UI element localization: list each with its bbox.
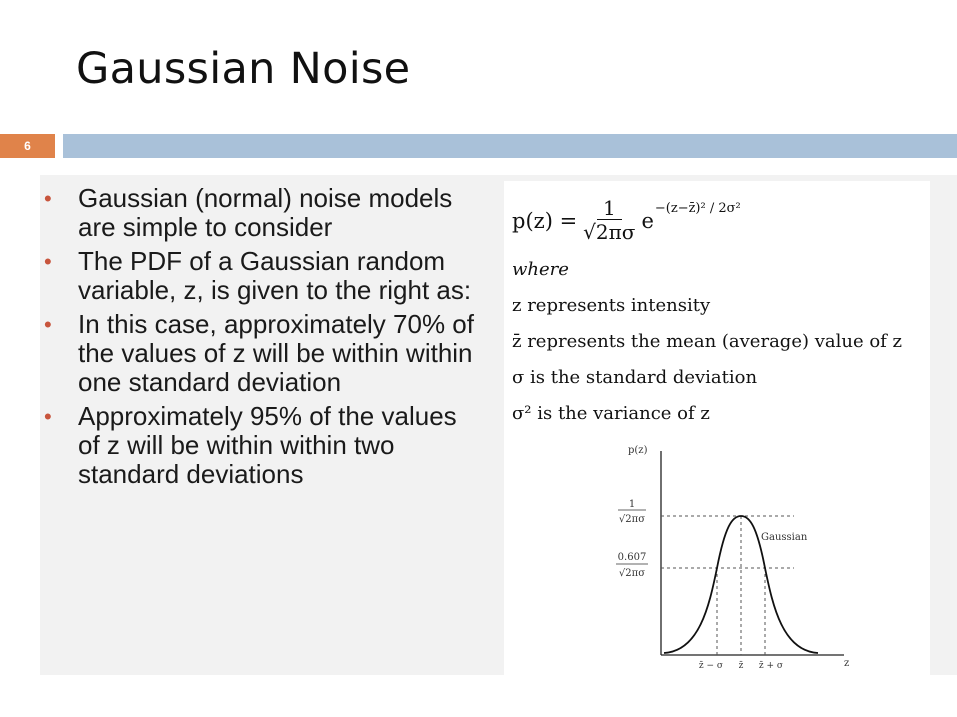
lower-label-denominator: √2πσ — [618, 568, 646, 579]
equation-lhs: p(z) = — [512, 208, 578, 233]
gaussian-graph — [604, 437, 930, 673]
bullet-dot-icon: • — [44, 186, 52, 211]
exponential-exponent: −(z−z̄)² / 2σ² — [654, 201, 741, 216]
slide-number: 6 — [0, 134, 55, 158]
definition-variance: σ² is the variance of z — [512, 403, 710, 424]
where-label — [512, 259, 569, 280]
bullet-dot-icon: • — [44, 404, 52, 429]
slide-title: Gaussian Noise — [76, 44, 411, 94]
tick-minus-sigma: z̄ − σ — [698, 661, 724, 671]
peak-label-denominator: √2πσ — [618, 514, 646, 525]
fraction-numerator: 1 — [597, 197, 622, 220]
header-bar — [63, 134, 957, 158]
bullet-text: Gaussian (normal) noise models are simple to consider — [78, 183, 453, 242]
equation-fraction — [583, 197, 635, 244]
bullet-text: In this case, approximately 70% of the values of z will be within within one standard deviation — [78, 309, 474, 397]
lower-label-numerator: 0.607 — [617, 552, 647, 563]
bullet-item — [44, 184, 484, 242]
bullet-item — [44, 402, 484, 489]
definition-intensity: z represents intensity — [512, 295, 711, 316]
bullet-list — [44, 184, 484, 494]
pdf-equation — [512, 197, 741, 244]
bullet-dot-icon: • — [44, 249, 52, 274]
where-text: where — [512, 259, 569, 280]
y-axis-label: p(z) — [628, 445, 648, 456]
bullet-text: The PDF of a Gaussian random variable, z, is given to the right as: — [78, 246, 472, 305]
formula-panel — [504, 181, 930, 675]
bullet-dot-icon: • — [44, 312, 52, 337]
curve-label: Gaussian — [761, 532, 808, 543]
tick-plus-sigma: z̄ + σ — [758, 661, 784, 671]
peak-label-numerator: 1 — [628, 499, 636, 510]
x-axis-label: z — [844, 658, 850, 669]
definition-std-dev: σ is the standard deviation — [512, 367, 758, 388]
definition-mean: z̄ represents the mean (average) value of z — [512, 331, 903, 352]
bullet-item — [44, 247, 484, 305]
tick-mean: z̄ — [738, 661, 744, 671]
bullet-item — [44, 310, 484, 397]
exponential-base: e — [641, 208, 654, 233]
bullet-text: Approximately 95% of the values of z will be within within two standard deviations — [78, 401, 457, 489]
fraction-denominator: √2πσ — [583, 220, 636, 244]
